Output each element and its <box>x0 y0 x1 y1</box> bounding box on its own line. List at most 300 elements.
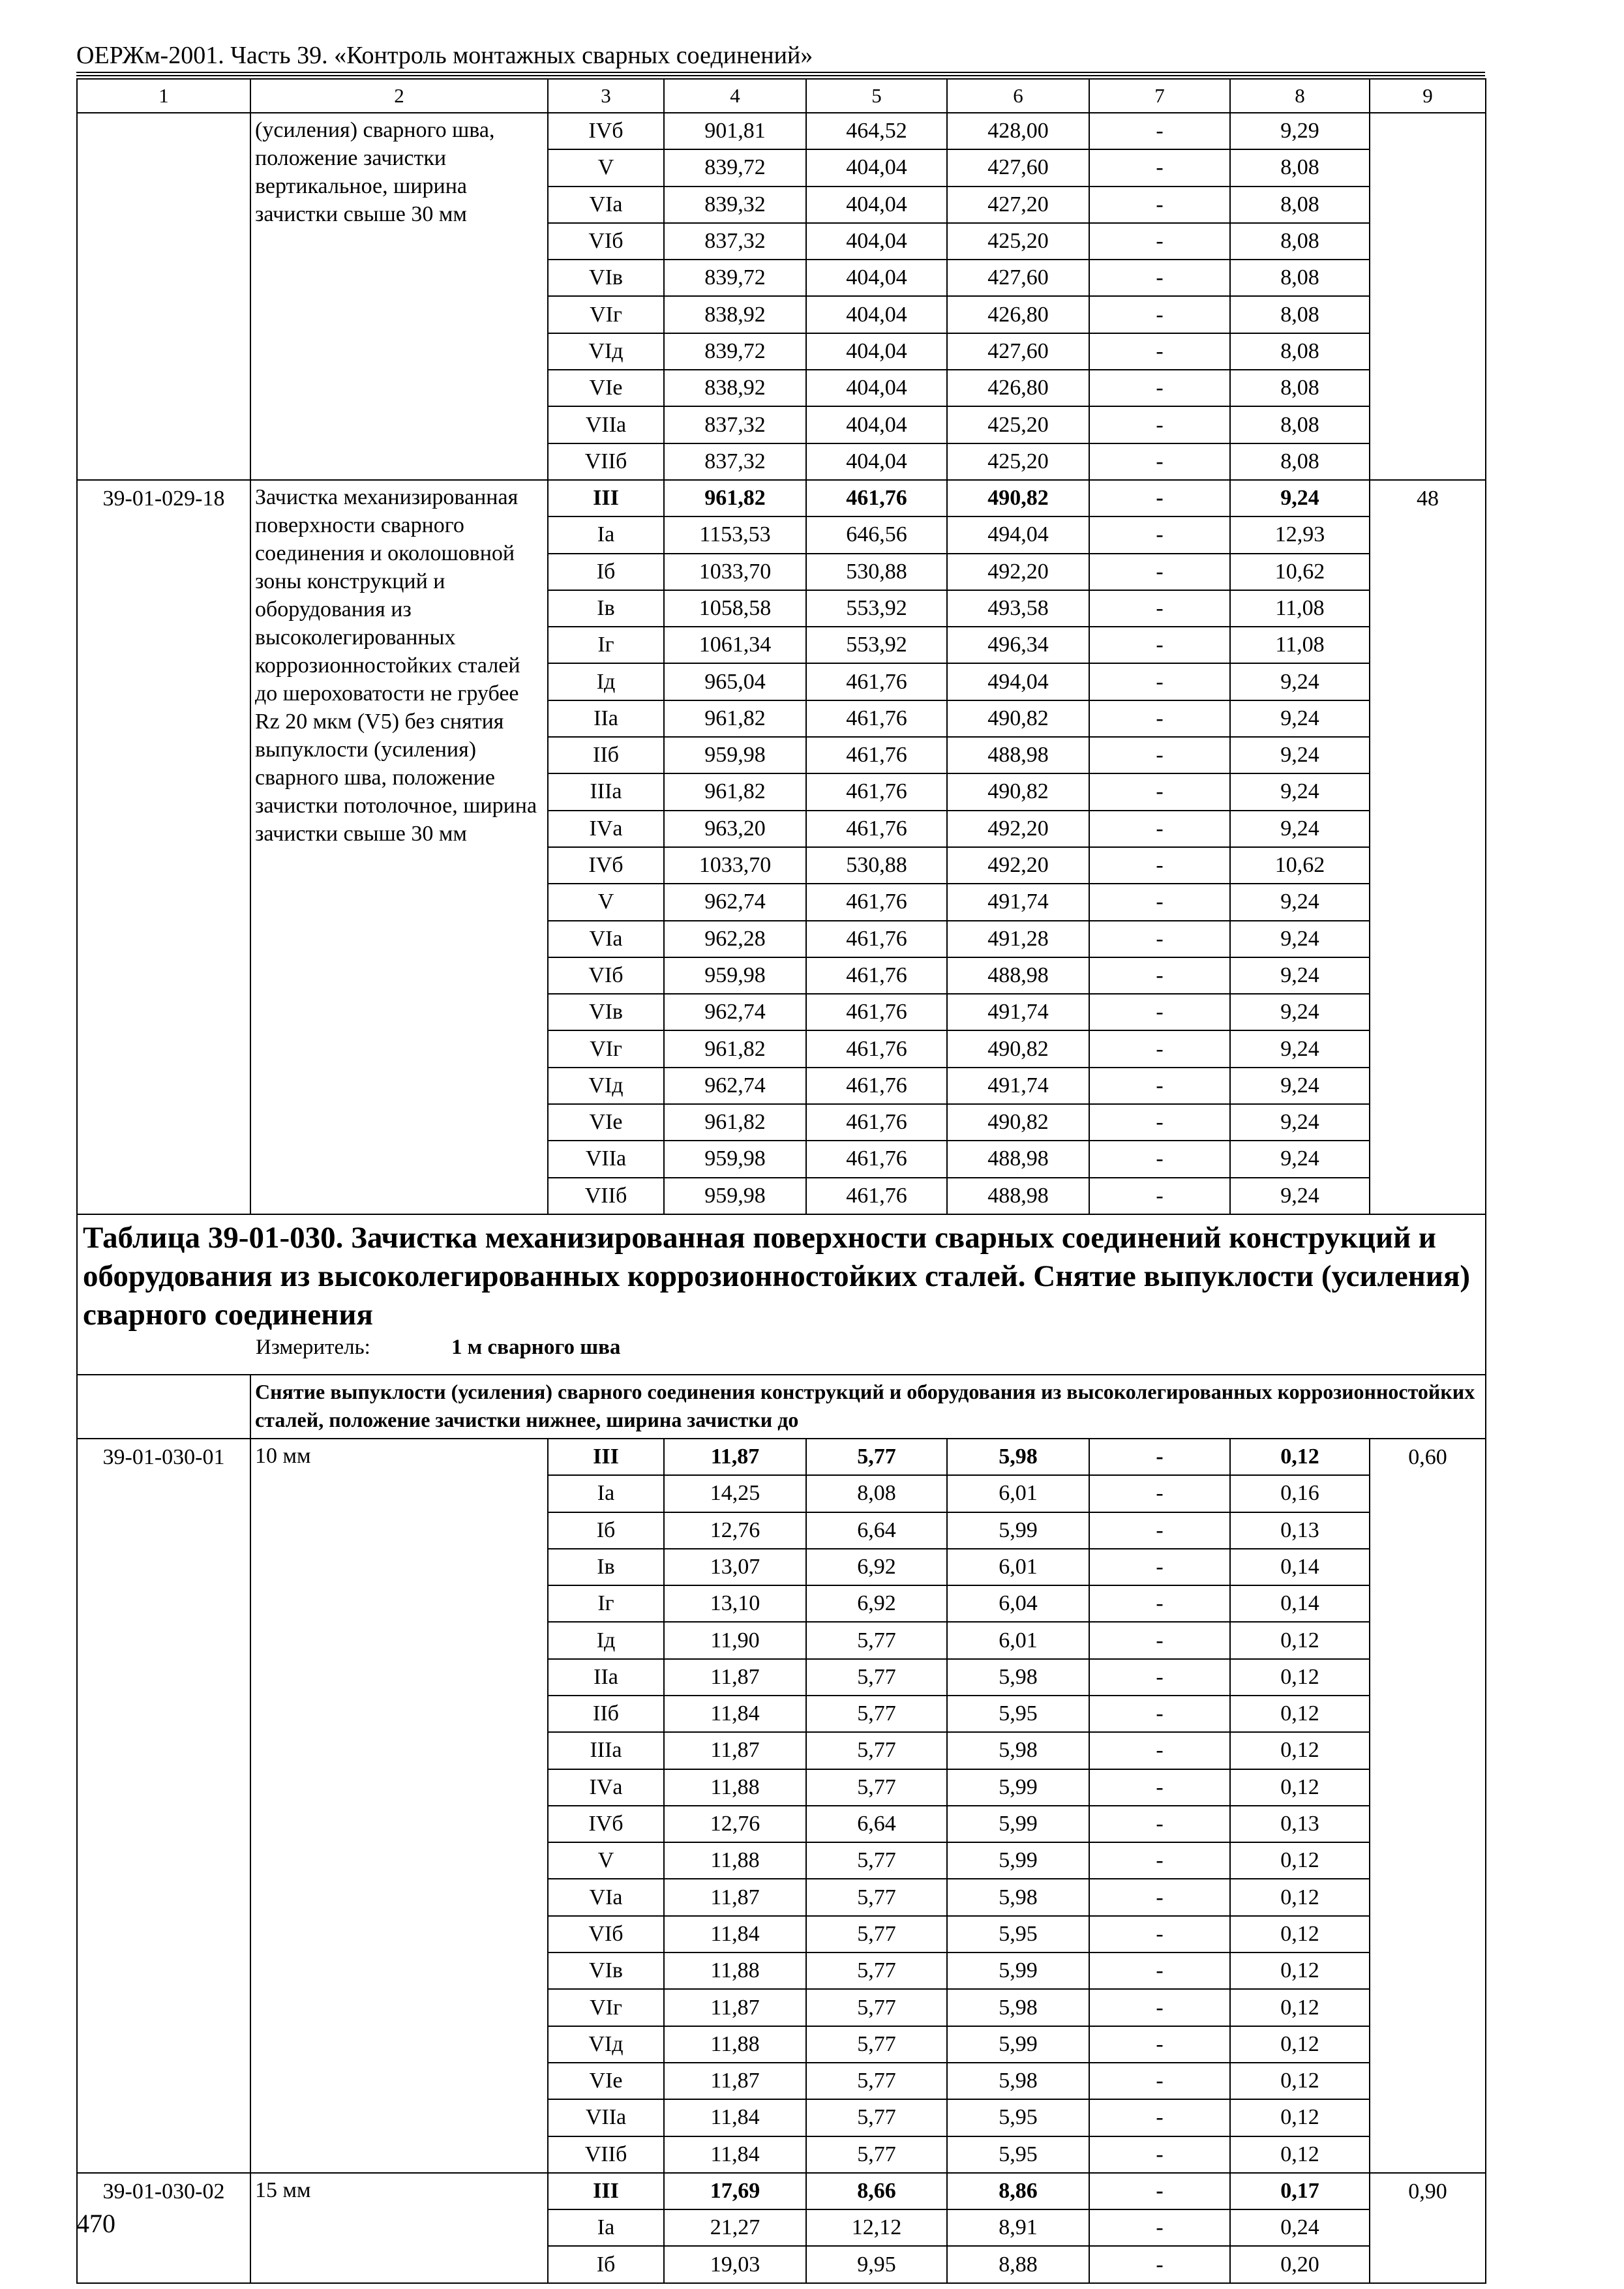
value-cell: 461,76 <box>806 1030 947 1067</box>
measure-label: Измеритель: <box>256 1335 370 1359</box>
coefficient-cell: 48 <box>1370 480 1486 1214</box>
value-cell: 427,60 <box>947 333 1089 370</box>
region-zone-cell: IIб <box>548 1696 664 1732</box>
value-cell: 0,12 <box>1230 1879 1370 1915</box>
value-cell: 5,77 <box>806 2063 947 2099</box>
value-cell: 9,24 <box>1230 1141 1370 1177</box>
table-row <box>77 480 1486 516</box>
subheader-row <box>77 1375 1486 1439</box>
region-zone-cell: IIб <box>548 737 664 773</box>
value-cell: 5,77 <box>806 1659 947 1696</box>
value-cell: 11,87 <box>664 2063 806 2099</box>
value-cell: 0,20 <box>1230 2246 1370 2282</box>
value-cell: - <box>1089 921 1230 957</box>
value-cell: - <box>1089 1549 1230 1585</box>
value-cell: 838,92 <box>664 370 806 406</box>
value-cell: 0,12 <box>1230 1696 1370 1732</box>
rate-code: 39-01-029-18 <box>77 480 250 1214</box>
region-zone-cell: Iд <box>548 663 664 700</box>
value-cell: 488,98 <box>947 1141 1089 1177</box>
value-cell: 0,13 <box>1230 1806 1370 1842</box>
page-number: 470 <box>76 2209 115 2238</box>
value-cell: - <box>1089 1916 1230 1952</box>
value-cell: 404,04 <box>806 149 947 186</box>
region-zone-cell: IIа <box>548 700 664 737</box>
value-cell: 21,27 <box>664 2209 806 2246</box>
column-number: 8 <box>1230 79 1370 113</box>
value-cell: 17,69 <box>664 2173 806 2209</box>
value-cell: 404,04 <box>806 333 947 370</box>
region-zone-cell: IIа <box>548 1659 664 1696</box>
value-cell: - <box>1089 1030 1230 1067</box>
value-cell: 427,60 <box>947 149 1089 186</box>
value-cell: 5,77 <box>806 1769 947 1806</box>
value-cell: 9,24 <box>1230 1030 1370 1067</box>
value-cell: 5,98 <box>947 1439 1089 1475</box>
value-cell: 5,77 <box>806 1842 947 1879</box>
value-cell: 9,24 <box>1230 884 1370 920</box>
value-cell: 0,12 <box>1230 1842 1370 1879</box>
table-title: Таблица 39-01-030. Зачистка механизированная поверхности сварных соединений конструкций и оборудования из высоколегированных коррозионностойких сталей. Снятие выпуклости (усиления) сварного соединения <box>83 1220 1471 1332</box>
region-zone-cell: IVа <box>548 1769 664 1806</box>
value-cell: 959,98 <box>664 1141 806 1177</box>
value-cell: 5,98 <box>947 1732 1089 1769</box>
value-cell: - <box>1089 1732 1230 1769</box>
value-cell: 959,98 <box>664 1178 806 1214</box>
value-cell: 491,74 <box>947 1068 1089 1104</box>
value-cell: 837,32 <box>664 443 806 480</box>
value-cell: 0,12 <box>1230 2099 1370 2136</box>
region-zone-cell: VIб <box>548 1916 664 1952</box>
region-zone-cell: VIа <box>548 187 664 223</box>
column-number: 5 <box>806 79 947 113</box>
value-cell: 959,98 <box>664 737 806 773</box>
value-cell: 494,04 <box>947 663 1089 700</box>
value-cell: 1061,34 <box>664 627 806 663</box>
region-zone-cell: Iб <box>548 554 664 590</box>
value-cell: - <box>1089 1439 1230 1475</box>
region-zone-cell: VIд <box>548 2026 664 2063</box>
region-zone-cell: Iб <box>548 2246 664 2282</box>
rates-table-body <box>77 79 1486 2283</box>
value-cell: 0,13 <box>1230 1512 1370 1549</box>
value-cell: 0,12 <box>1230 1659 1370 1696</box>
value-cell: 963,20 <box>664 811 806 847</box>
value-cell: 0,12 <box>1230 1732 1370 1769</box>
value-cell: 839,72 <box>664 149 806 186</box>
value-cell: 838,92 <box>664 296 806 333</box>
region-zone-cell: VIIб <box>548 1178 664 1214</box>
value-cell: 0,14 <box>1230 1585 1370 1622</box>
value-cell: 6,01 <box>947 1475 1089 1512</box>
table-title-row <box>77 1214 1486 1375</box>
region-zone-cell: VIб <box>548 957 664 994</box>
region-zone-cell: III <box>548 480 664 516</box>
value-cell: - <box>1089 223 1230 260</box>
region-zone-cell: VIIб <box>548 443 664 480</box>
value-cell: 491,74 <box>947 994 1089 1030</box>
measure-line <box>83 1334 1480 1360</box>
coefficient-cell: 0,90 <box>1370 2173 1486 2283</box>
value-cell: 8,08 <box>1230 149 1370 186</box>
value-cell: 496,34 <box>947 627 1089 663</box>
value-cell: - <box>1089 370 1230 406</box>
value-cell: - <box>1089 1842 1230 1879</box>
region-zone-cell: Iб <box>548 1512 664 1549</box>
value-cell: - <box>1089 700 1230 737</box>
value-cell: 6,92 <box>806 1585 947 1622</box>
value-cell: 10,62 <box>1230 847 1370 884</box>
value-cell: 0,12 <box>1230 1916 1370 1952</box>
value-cell: - <box>1089 2099 1230 2136</box>
table-row <box>77 2173 1486 2209</box>
value-cell: 461,76 <box>806 1068 947 1104</box>
value-cell: 5,98 <box>947 1989 1089 2026</box>
value-cell: 0,24 <box>1230 2209 1370 2246</box>
value-cell: 5,77 <box>806 1732 947 1769</box>
value-cell: - <box>1089 187 1230 223</box>
value-cell: 11,08 <box>1230 627 1370 663</box>
value-cell: 488,98 <box>947 957 1089 994</box>
region-zone-cell: VIе <box>548 370 664 406</box>
value-cell: 404,04 <box>806 370 947 406</box>
value-cell: 11,08 <box>1230 590 1370 627</box>
value-cell: - <box>1089 406 1230 443</box>
value-cell: - <box>1089 1769 1230 1806</box>
value-cell: 5,77 <box>806 1879 947 1915</box>
value-cell: 461,76 <box>806 700 947 737</box>
region-zone-cell: VIб <box>548 223 664 260</box>
value-cell: 6,92 <box>806 1549 947 1585</box>
value-cell: 492,20 <box>947 847 1089 884</box>
region-zone-cell: VIг <box>548 1030 664 1067</box>
measure-value: 1 м сварного шва <box>451 1335 621 1359</box>
value-cell: 9,24 <box>1230 994 1370 1030</box>
region-zone-cell: Iа <box>548 516 664 553</box>
value-cell: 6,64 <box>806 1512 947 1549</box>
value-cell: - <box>1089 1104 1230 1141</box>
value-cell: 5,77 <box>806 1622 947 1658</box>
value-cell: 11,90 <box>664 1622 806 1658</box>
value-cell: 11,88 <box>664 1952 806 1989</box>
value-cell: 404,04 <box>806 296 947 333</box>
value-cell: 0,12 <box>1230 1769 1370 1806</box>
value-cell: 965,04 <box>664 663 806 700</box>
value-cell: 11,88 <box>664 1842 806 1879</box>
value-cell: 12,93 <box>1230 516 1370 553</box>
value-cell: 530,88 <box>806 554 947 590</box>
value-cell: 9,24 <box>1230 1068 1370 1104</box>
subheader-text: Снятие выпуклости (усиления) сварного соединения конструкций и оборудования из высоколегированных коррозионностойких сталей, положение зачистки нижнее, ширина зачистки до <box>250 1375 1486 1439</box>
value-cell: 12,12 <box>806 2209 947 2246</box>
value-cell: 11,84 <box>664 2099 806 2136</box>
value-cell: 5,99 <box>947 1952 1089 1989</box>
value-cell: 11,84 <box>664 2136 806 2173</box>
value-cell: 1153,53 <box>664 516 806 553</box>
value-cell: - <box>1089 554 1230 590</box>
value-cell: - <box>1089 2136 1230 2173</box>
value-cell: 492,20 <box>947 554 1089 590</box>
value-cell: 8,08 <box>1230 370 1370 406</box>
value-cell: 491,74 <box>947 884 1089 920</box>
value-cell: 11,87 <box>664 1989 806 2026</box>
region-zone-cell: VIд <box>548 333 664 370</box>
region-zone-cell: III <box>548 1439 664 1475</box>
value-cell: - <box>1089 296 1230 333</box>
column-number: 2 <box>250 79 548 113</box>
column-number: 3 <box>548 79 664 113</box>
value-cell: 461,76 <box>806 773 947 810</box>
value-cell: 9,24 <box>1230 773 1370 810</box>
value-cell: 404,04 <box>806 223 947 260</box>
value-cell: - <box>1089 957 1230 994</box>
region-zone-cell: Iв <box>548 1549 664 1585</box>
region-zone-cell: IVб <box>548 847 664 884</box>
rate-code: 39-01-030-01 <box>77 1439 250 2173</box>
region-zone-cell: VIIа <box>548 1141 664 1177</box>
value-cell: 6,64 <box>806 1806 947 1842</box>
value-cell: 837,32 <box>664 223 806 260</box>
value-cell: 490,82 <box>947 773 1089 810</box>
region-zone-cell: VIг <box>548 296 664 333</box>
value-cell: - <box>1089 994 1230 1030</box>
value-cell: 553,92 <box>806 627 947 663</box>
value-cell: 19,03 <box>664 2246 806 2282</box>
value-cell: - <box>1089 1622 1230 1658</box>
value-cell: 12,76 <box>664 1806 806 1842</box>
value-cell: - <box>1089 260 1230 296</box>
region-zone-cell: Iа <box>548 2209 664 2246</box>
value-cell: - <box>1089 1659 1230 1696</box>
value-cell: - <box>1089 2246 1230 2282</box>
value-cell: 5,98 <box>947 1879 1089 1915</box>
value-cell: 11,84 <box>664 1696 806 1732</box>
value-cell: 5,99 <box>947 2026 1089 2063</box>
value-cell: - <box>1089 149 1230 186</box>
value-cell: 12,76 <box>664 1512 806 1549</box>
value-cell: - <box>1089 811 1230 847</box>
value-cell: 488,98 <box>947 737 1089 773</box>
value-cell: 11,87 <box>664 1879 806 1915</box>
value-cell: 426,80 <box>947 296 1089 333</box>
value-cell: 404,04 <box>806 260 947 296</box>
value-cell: - <box>1089 2026 1230 2063</box>
value-cell: - <box>1089 737 1230 773</box>
value-cell: 8,88 <box>947 2246 1089 2282</box>
value-cell: 8,08 <box>1230 187 1370 223</box>
value-cell: 490,82 <box>947 700 1089 737</box>
value-cell: 461,76 <box>806 1178 947 1214</box>
value-cell: - <box>1089 884 1230 920</box>
region-zone-cell: VIв <box>548 994 664 1030</box>
value-cell: 5,77 <box>806 1916 947 1952</box>
value-cell: 493,58 <box>947 590 1089 627</box>
value-cell: - <box>1089 516 1230 553</box>
value-cell: 9,24 <box>1230 1104 1370 1141</box>
value-cell: 5,95 <box>947 2099 1089 2136</box>
value-cell: 11,88 <box>664 1769 806 1806</box>
coefficient-cell: 0,60 <box>1370 1439 1486 2173</box>
value-cell: - <box>1089 1806 1230 1842</box>
value-cell: 404,04 <box>806 187 947 223</box>
value-cell: 490,82 <box>947 1104 1089 1141</box>
value-cell: 461,76 <box>806 884 947 920</box>
value-cell: - <box>1089 1512 1230 1549</box>
value-cell: 425,20 <box>947 223 1089 260</box>
value-cell: 901,81 <box>664 113 806 149</box>
value-cell: 0,16 <box>1230 1475 1370 1512</box>
value-cell: - <box>1089 1141 1230 1177</box>
value-cell: 8,91 <box>947 2209 1089 2246</box>
value-cell: 426,80 <box>947 370 1089 406</box>
value-cell: 8,08 <box>1230 443 1370 480</box>
region-zone-cell: IIIа <box>548 773 664 810</box>
value-cell: 11,84 <box>664 1916 806 1952</box>
value-cell: - <box>1089 1585 1230 1622</box>
value-cell: 464,52 <box>806 113 947 149</box>
value-cell: 0,12 <box>1230 1952 1370 1989</box>
value-cell: 491,28 <box>947 921 1089 957</box>
value-cell: 6,01 <box>947 1549 1089 1585</box>
region-zone-cell: VIе <box>548 2063 664 2099</box>
region-zone-cell: VIв <box>548 260 664 296</box>
value-cell: 11,87 <box>664 1732 806 1769</box>
value-cell: - <box>1089 663 1230 700</box>
value-cell: - <box>1089 333 1230 370</box>
value-cell: 9,95 <box>806 2246 947 2282</box>
value-cell: 5,77 <box>806 2099 947 2136</box>
value-cell: 5,98 <box>947 2063 1089 2099</box>
value-cell: 959,98 <box>664 957 806 994</box>
value-cell: 427,20 <box>947 187 1089 223</box>
rate-code <box>77 113 250 480</box>
value-cell: - <box>1089 847 1230 884</box>
value-cell: 13,10 <box>664 1585 806 1622</box>
value-cell: 5,77 <box>806 2136 947 2173</box>
value-cell: 404,04 <box>806 443 947 480</box>
value-cell: 962,74 <box>664 994 806 1030</box>
value-cell: 6,04 <box>947 1585 1089 1622</box>
value-cell: 461,76 <box>806 811 947 847</box>
column-number: 1 <box>77 79 250 113</box>
value-cell: 14,25 <box>664 1475 806 1512</box>
region-zone-cell: III <box>548 2173 664 2209</box>
table-row <box>77 113 1486 149</box>
value-cell: - <box>1089 443 1230 480</box>
region-zone-cell: Iв <box>548 590 664 627</box>
value-cell: 492,20 <box>947 811 1089 847</box>
value-cell: 9,29 <box>1230 113 1370 149</box>
subheader-empty-cell <box>77 1375 250 1439</box>
value-cell: 488,98 <box>947 1178 1089 1214</box>
value-cell: 461,76 <box>806 994 947 1030</box>
value-cell: - <box>1089 2063 1230 2099</box>
region-zone-cell: IVб <box>548 1806 664 1842</box>
value-cell: 8,08 <box>806 1475 947 1512</box>
value-cell: 9,24 <box>1230 957 1370 994</box>
header-double-rule <box>76 72 1485 76</box>
rate-code: 39-01-030-02 <box>77 2173 250 2283</box>
column-number: 4 <box>664 79 806 113</box>
value-cell: 8,66 <box>806 2173 947 2209</box>
value-cell: 461,76 <box>806 737 947 773</box>
region-zone-cell: V <box>548 149 664 186</box>
value-cell: 9,24 <box>1230 811 1370 847</box>
value-cell: 11,88 <box>664 2026 806 2063</box>
value-cell: - <box>1089 1989 1230 2026</box>
value-cell: 5,77 <box>806 2026 947 2063</box>
value-cell: - <box>1089 1696 1230 1732</box>
value-cell: 8,08 <box>1230 296 1370 333</box>
region-zone-cell: Iг <box>548 627 664 663</box>
value-cell: 8,08 <box>1230 223 1370 260</box>
value-cell: 839,72 <box>664 260 806 296</box>
value-cell: 461,76 <box>806 480 947 516</box>
value-cell: 5,98 <box>947 1659 1089 1696</box>
value-cell: 961,82 <box>664 480 806 516</box>
value-cell: - <box>1089 2173 1230 2209</box>
region-zone-cell: V <box>548 1842 664 1879</box>
value-cell: 5,99 <box>947 1806 1089 1842</box>
value-cell: 490,82 <box>947 1030 1089 1067</box>
value-cell: - <box>1089 773 1230 810</box>
value-cell: - <box>1089 1952 1230 1989</box>
value-cell: 494,04 <box>947 516 1089 553</box>
value-cell: 1033,70 <box>664 847 806 884</box>
value-cell: 10,62 <box>1230 554 1370 590</box>
page-header-title: ОЕРЖм-2001. Часть 39. «Контроль монтажных сварных соединений» <box>76 42 813 69</box>
value-cell: 5,77 <box>806 1952 947 1989</box>
work-description: Зачистка механизированная поверхности сварного соединения и околошовной зоны конструкций и оборудования из высоколегированных коррозионностойких сталей до шероховатости не грубее Rz 20 мкм (V5) без снятия выпуклости (усиления) сварного шва, положение зачистки потолочное, ширина зачистки свыше 30 мм <box>250 480 548 1214</box>
value-cell: 5,99 <box>947 1512 1089 1549</box>
rates-table <box>76 78 1486 2284</box>
value-cell: 13,07 <box>664 1549 806 1585</box>
column-number: 7 <box>1089 79 1230 113</box>
value-cell: - <box>1089 2209 1230 2246</box>
value-cell: 0,12 <box>1230 1989 1370 2026</box>
column-number-row <box>77 79 1486 113</box>
region-zone-cell: VIг <box>548 1989 664 2026</box>
value-cell: 961,82 <box>664 773 806 810</box>
value-cell: 461,76 <box>806 1104 947 1141</box>
value-cell: 404,04 <box>806 406 947 443</box>
region-zone-cell: IIIа <box>548 1732 664 1769</box>
value-cell: 6,01 <box>947 1622 1089 1658</box>
region-zone-cell: IVб <box>548 113 664 149</box>
region-zone-cell: VIв <box>548 1952 664 1989</box>
value-cell: 0,12 <box>1230 2136 1370 2173</box>
value-cell: 9,24 <box>1230 663 1370 700</box>
value-cell: - <box>1089 590 1230 627</box>
value-cell: 11,87 <box>664 1659 806 1696</box>
value-cell: 5,77 <box>806 1989 947 2026</box>
value-cell: 962,74 <box>664 884 806 920</box>
value-cell: 1033,70 <box>664 554 806 590</box>
region-zone-cell: VIд <box>548 1068 664 1104</box>
work-description: (усиления) сварного шва, положение зачистки вертикальное, ширина зачистки свыше 30 мм <box>250 113 548 480</box>
value-cell: 427,60 <box>947 260 1089 296</box>
value-cell: - <box>1089 1068 1230 1104</box>
value-cell: 9,24 <box>1230 480 1370 516</box>
column-number: 6 <box>947 79 1089 113</box>
value-cell: 8,08 <box>1230 260 1370 296</box>
value-cell: 425,20 <box>947 443 1089 480</box>
value-cell: 0,12 <box>1230 2026 1370 2063</box>
value-cell: - <box>1089 1475 1230 1512</box>
value-cell: 5,95 <box>947 1916 1089 1952</box>
value-cell: 5,99 <box>947 1842 1089 1879</box>
table-row <box>77 1439 1486 1475</box>
